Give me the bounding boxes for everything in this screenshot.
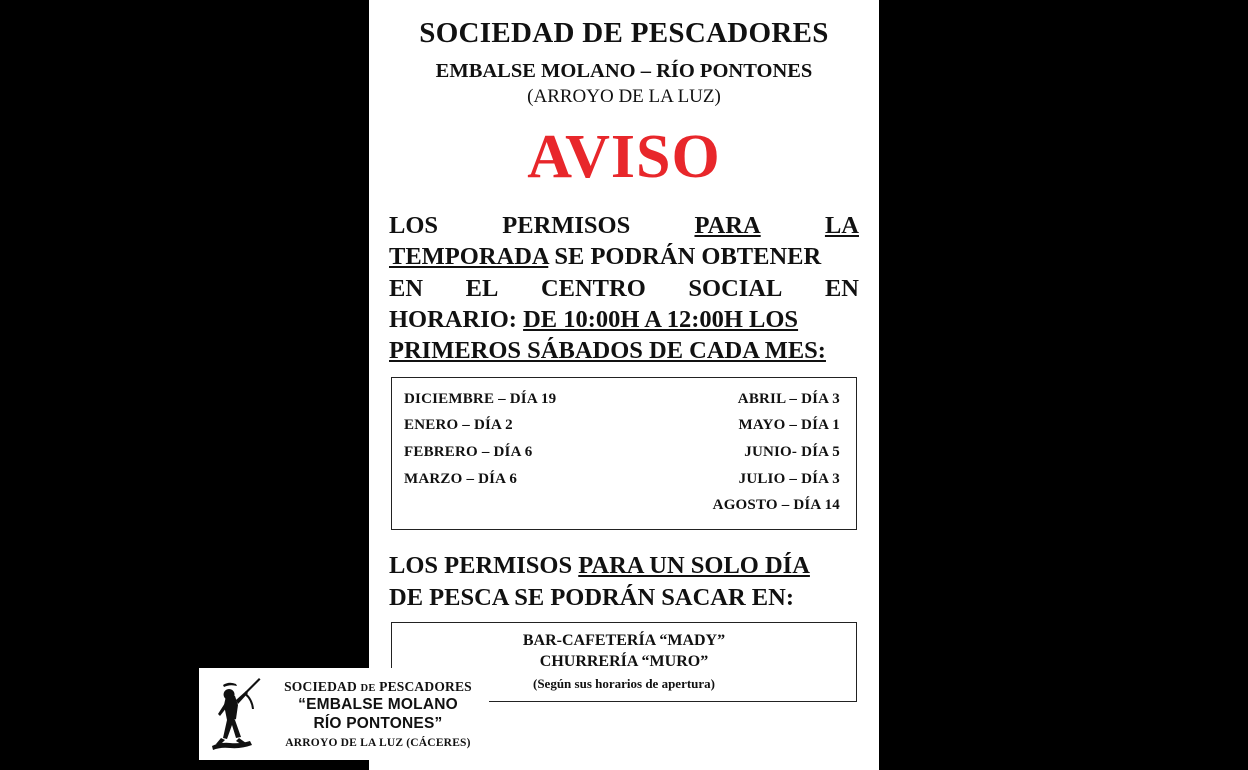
paragraph2-line2: DE PESCA SE PODRÁN SACAR EN: [389, 583, 794, 611]
logo-l1-word2: DE [360, 683, 376, 695]
month-item: JUNIO- DÍA 5 [744, 444, 840, 461]
month-item: AGOSTO – DÍA 14 [712, 497, 840, 514]
months-column-right [624, 386, 844, 519]
p2-l1-start: LOS PERMISOS [389, 552, 573, 580]
paragraph1-line5: PRIMEROS SÁBADOS DE CADA MES: [389, 337, 826, 365]
paragraph1-line3 [389, 273, 859, 304]
logo-line-3: RÍO PONTONES” [313, 714, 443, 732]
poster-page [369, 0, 879, 770]
paragraph1-line1 [389, 210, 859, 241]
p1-l4-word1: HORARIO: [389, 305, 517, 333]
p2-l1-emphasis: PARA UN SOLO DÍA [578, 552, 810, 580]
single-day-permits-paragraph [383, 550, 865, 614]
month-item: FEBRERO – DÍA 6 [404, 444, 533, 461]
month-item: ABRIL – DÍA 3 [737, 390, 840, 407]
places-note: (Según sus horarios de apertura) [532, 675, 715, 691]
logo-line-2: “EMBALSE MOLANO [298, 696, 458, 714]
organization-title: SOCIEDAD DE PESCADORES [419, 17, 829, 49]
logo-text-block [265, 679, 489, 748]
p1-l4-schedule: DE 10:00H A 12:00H LOS [523, 305, 799, 333]
p1-l2-word1: TEMPORADA [389, 243, 549, 271]
p1-l3-word4: SOCIAL [688, 274, 783, 302]
month-item: DICIEMBRE – DÍA 19 [404, 390, 557, 407]
logo-line-1 [267, 679, 489, 696]
paragraph1-line2 [389, 241, 859, 272]
p1-l3-word2: EL [465, 274, 499, 302]
p1-l1-word3: PARA [694, 211, 761, 239]
months-column-left [404, 386, 624, 519]
place-item: CHURRERÍA “MURO” [539, 653, 709, 671]
month-item: MARZO – DÍA 6 [404, 470, 518, 487]
logo-line-4: ARROYO DE LA LUZ (CÁCERES) [285, 736, 471, 749]
p1-l2-rest: SE PODRÁN OBTENER [554, 243, 822, 271]
notice-heading: AVISO [527, 122, 721, 191]
months-table [391, 377, 857, 530]
p1-l3-word3: CENTRO [540, 274, 646, 302]
p1-l1-word2: PERMISOS [502, 211, 631, 239]
p1-l3-word5: EN [824, 274, 859, 302]
place-item: BAR-CAFETERÍA “MADY” [522, 631, 726, 649]
logo-l1-word1: SOCIEDAD [284, 679, 357, 695]
permits-season-paragraph [383, 210, 865, 367]
month-item: ENERO – DÍA 2 [404, 417, 513, 434]
p1-l1-word4: LA [824, 211, 859, 239]
organization-subtitle: EMBALSE MOLANO – RÍO PONTONES [435, 60, 813, 83]
fisherman-icon [199, 672, 265, 756]
month-item: MAYO – DÍA 1 [738, 417, 840, 434]
paragraph1-line4 [389, 304, 859, 335]
p1-l1-word1: LOS [389, 211, 439, 239]
organization-location: (ARROYO DE LA LUZ) [527, 85, 721, 107]
society-logo [199, 668, 489, 760]
logo-l1-word3: PESCADORES [379, 679, 472, 695]
p1-l3-word1: EN [389, 274, 424, 302]
month-item: JULIO – DÍA 3 [738, 470, 840, 487]
paragraph2-line1 [389, 550, 859, 582]
